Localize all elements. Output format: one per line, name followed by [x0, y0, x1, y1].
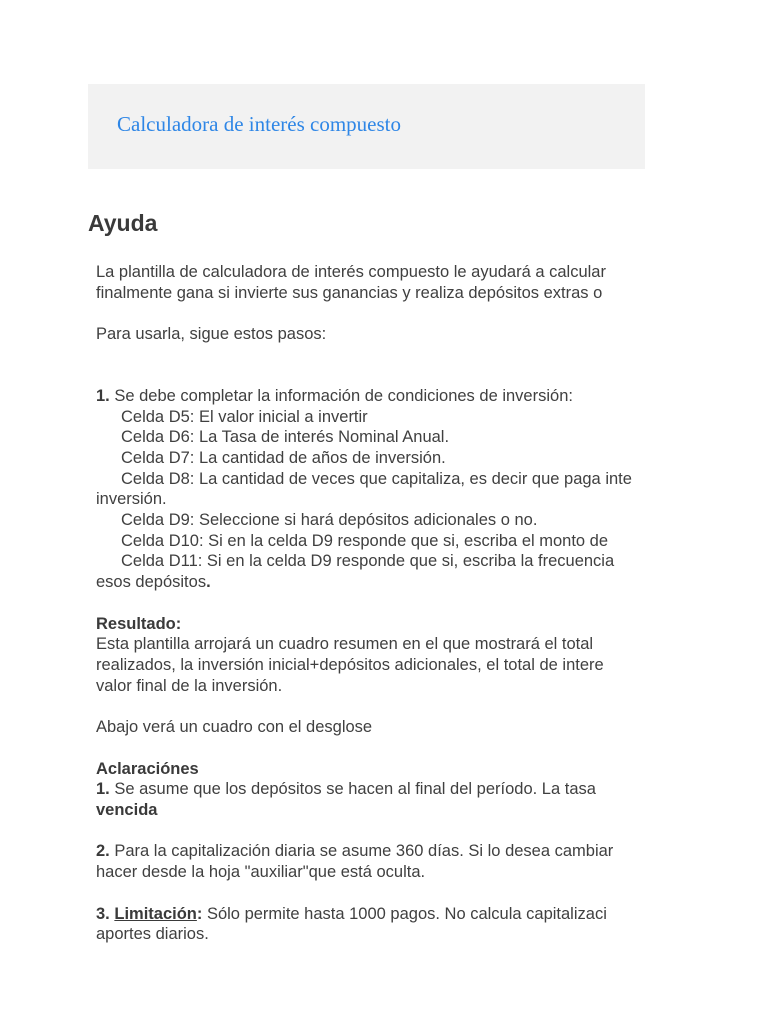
note-3-label: Limitación [114, 905, 197, 923]
notes-title [96, 759, 199, 779]
cell-d6-line: Celda D6: La Tasa de interés Nominal Anual. [121, 428, 450, 446]
step-1-text: Se debe completar la información de condiciones de inversión: [109, 387, 573, 405]
title-banner [88, 84, 645, 169]
result-title-text: Resultado: [96, 615, 182, 633]
cell-d7-line: Celda D7: La cantidad de años de inversión. [121, 449, 446, 467]
step-1-number: 1. [96, 387, 110, 405]
result-line-3: valor final de la inversión. [96, 677, 283, 695]
note-2-number: 2. [96, 842, 110, 860]
cell-d5-line: Celda D5: El valor inicial a invertir [121, 408, 368, 426]
result-title [96, 614, 181, 634]
cell-d8-line-cont: inversión. [96, 490, 167, 508]
cell-d11-cont-text: esos depósitos [96, 573, 207, 591]
note-3-colon: : [196, 905, 203, 923]
note-2-line-cont: hacer desde la hoja "auxiliar"que está oculta. [96, 863, 426, 881]
section-heading: Ayuda [88, 210, 158, 236]
note-3-line [96, 904, 607, 924]
cell-d11-end-dot: . [206, 573, 211, 591]
cell-d11-line: Celda D11: Si en la celda D9 responde que si, escriba la frecuencia [121, 552, 615, 570]
notes-title-text: Aclaraciónes [96, 760, 199, 778]
note-1-text: Se asume que los depósitos se hacen al final del período. La tasa [109, 780, 596, 798]
cell-d11-line-cont [96, 572, 211, 592]
cell-d10-line: Celda D10: Si en la celda D9 responde que si, escriba el monto de [121, 532, 609, 550]
cell-d8-line: Celda D8: La cantidad de veces que capitaliza, es decir que paga inte [121, 470, 632, 488]
note-3-text: Sólo permite hasta 1000 pagos. No calcula capitalizaci [202, 905, 607, 923]
banner-title: Calculadora de interés compuesto [117, 112, 401, 136]
result-line-2: realizados, la inversión inicial+depósitos adicionales, el total de intere [96, 656, 604, 674]
cell-d9-line: Celda D9: Seleccione si hará depósitos adicionales o no. [121, 511, 538, 529]
note-1-bold: vencida [96, 801, 158, 819]
step-1-line [96, 386, 573, 406]
result-line-1: Esta plantilla arrojará un cuadro resumen en el que mostrará el total [96, 635, 594, 653]
note-1-line-cont [96, 800, 157, 820]
note-2-text: Para la capitalización diaria se asume 360 días. Si lo desea cambiar [109, 842, 614, 860]
note-2-line [96, 841, 613, 861]
note-3-line-cont: aportes diarios. [96, 925, 209, 943]
breakdown-line: Abajo verá un cuadro con el desglose [96, 718, 373, 736]
intro-line-2: finalmente gana si invierte sus ganancias y realiza depósitos extras o [96, 284, 603, 302]
intro-line-1: La plantilla de calculadora de interés compuesto le ayudará a calcular [96, 263, 606, 281]
note-1-line [96, 779, 596, 799]
note-3-number: 3. [96, 905, 110, 923]
note-1-number: 1. [96, 780, 110, 798]
steps-intro: Para usarla, sigue estos pasos: [96, 325, 327, 343]
